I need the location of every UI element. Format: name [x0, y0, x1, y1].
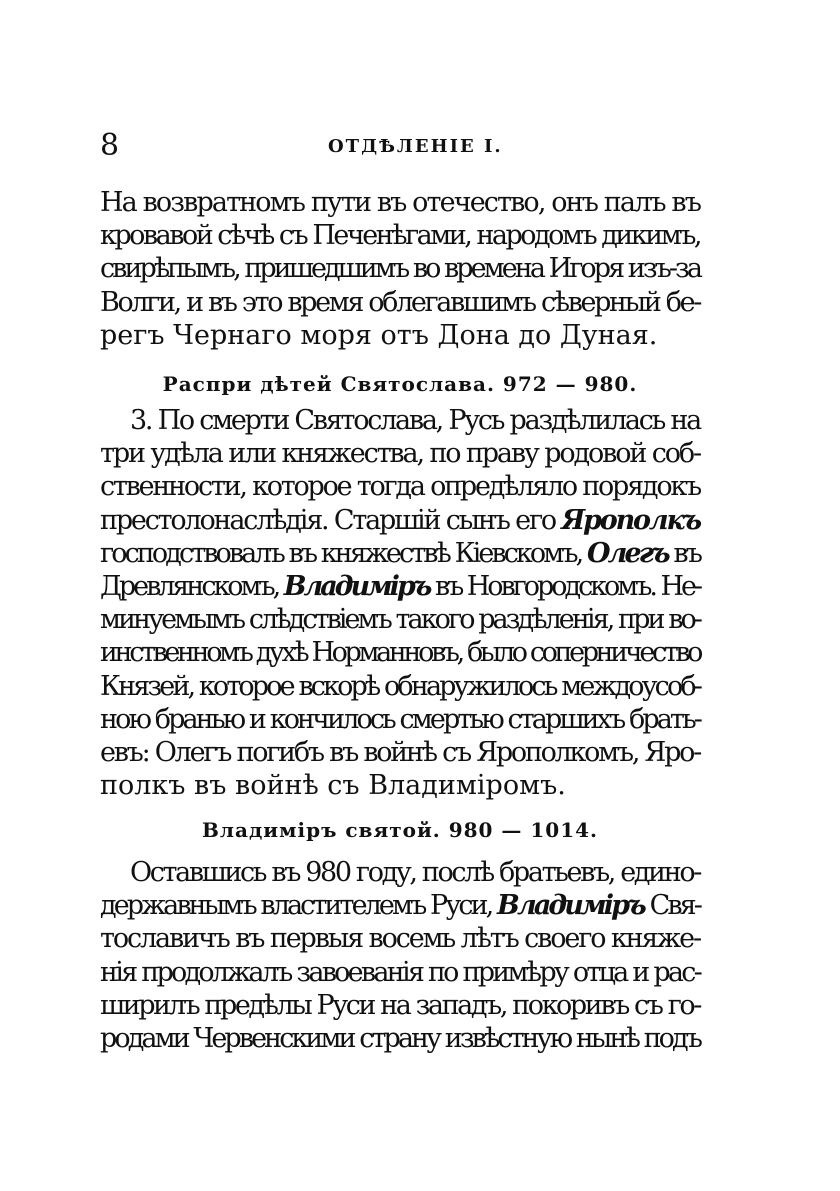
text-line: тославичъ въ первыя восемь лѣтъ своего княже-	[100, 923, 701, 955]
text-line: три удѣла или княжества, по праву родовой соб-	[100, 438, 700, 470]
text-line: евъ: Олегъ погибъ въ войнѣ съ Ярополкомъ, Яро-	[100, 737, 700, 769]
paragraph-2	[100, 404, 700, 802]
text-line: 3. По смерти Святослава, Русь раздѣлилась на	[130, 405, 700, 436]
text-line: Князей, которое вскорѣ обнаружилось междоусоб-	[100, 670, 700, 702]
section-heading-2: Владиміръ святой. 980 — 1014.	[201, 818, 599, 842]
text-line: кровавой сѣчѣ съ Печенѣгами, народомъ дикимъ,	[100, 220, 700, 252]
text-run: Свя-	[643, 890, 701, 922]
emphasized-name: Олегъ	[586, 537, 668, 569]
page-number: 8	[100, 128, 120, 163]
section-heading-1: Распри дѣтей Святослава. 972 — 980.	[162, 372, 638, 396]
running-title: ОТДѢЛЕНІЕ I.	[328, 136, 503, 157]
text-line: Волги, и въ это время облегавшимъ сѣверный бе-	[100, 286, 700, 318]
text-run: престолонаслѣдія. Старшій сынъ его	[100, 504, 562, 536]
emphasized-name: Ярополкъ	[561, 504, 700, 536]
paragraph-3	[100, 856, 700, 1055]
text-line: инственномъ духѣ Норманновъ, было соперничество	[100, 637, 700, 669]
text-line	[100, 537, 700, 570]
emphasized-name: Владиміръ	[283, 571, 430, 603]
text-line: ною бранью и кончилось смертью старшихъ брать-	[100, 703, 700, 735]
page-header	[100, 128, 700, 168]
text-line: свирѣпымъ, пришедшимъ во времена Игоря изъ-за	[100, 253, 700, 285]
text-line: ширилъ предѣлы Руси на западъ, покоривъ съ го-	[100, 989, 700, 1021]
emphasized-name: Владиміръ	[497, 890, 644, 922]
text-line: Оставшись въ 980 году, послѣ братьевъ, едино-	[130, 857, 700, 888]
text-run: державнымъ властителемъ Руси,	[100, 890, 498, 922]
text-line: минуемымъ слѣдствіемъ такого раздѣленія, при во-	[100, 604, 700, 636]
text-line	[100, 889, 700, 922]
text-line	[100, 504, 700, 537]
paragraph-1	[100, 186, 700, 352]
text-run: Древлянскомъ,	[100, 571, 284, 603]
text-line: полкъ въ войнѣ съ Владиміромъ.	[100, 770, 566, 802]
text-line	[100, 570, 700, 603]
text-run: въ Новгородскомъ. Не-	[429, 571, 700, 603]
text-run: господствовалъ въ княжествѣ Кіевскомъ,	[100, 537, 587, 569]
text-run: въ	[667, 537, 700, 569]
text-line: ственности, которое тогда опредѣляло порядокъ	[100, 471, 700, 503]
text-line: На возвратномъ пути въ отечество, онъ палъ въ	[100, 187, 700, 218]
text-line: родами Червенскими страну извѣстную нынѣ подъ	[100, 1023, 700, 1055]
text-line: нія продолжалъ завоеванія по примѣру отца и рас-	[100, 956, 700, 988]
text-line: регъ Чернаго моря отъ Дона до Дуная.	[100, 319, 658, 351]
